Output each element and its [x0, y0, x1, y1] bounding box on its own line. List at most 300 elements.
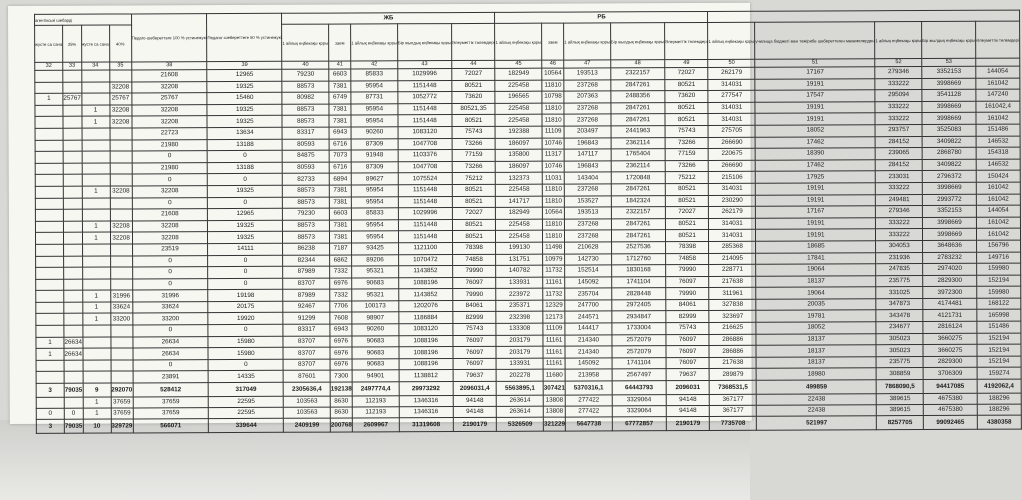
table-cell: 4675380	[923, 393, 977, 404]
table-cell: 2096031,4	[453, 381, 497, 395]
table-cell	[111, 348, 133, 360]
table-cell: 1151448	[398, 185, 452, 197]
table-cell: 3	[36, 419, 64, 433]
table-cell: 213958	[565, 369, 612, 381]
zhb-col-header: 1 айлық еңбекақы қоры	[282, 24, 329, 61]
table-cell: 33200	[110, 313, 132, 325]
table-cell	[110, 244, 132, 256]
table-cell: 6976	[330, 336, 352, 348]
table-cell: 3972300	[923, 287, 977, 299]
table-cell	[63, 128, 82, 140]
table-cell: 32208	[131, 104, 207, 116]
table-cell: 95954	[351, 80, 398, 92]
table-cell: 7073	[329, 150, 351, 162]
table-cell: 156796	[977, 240, 1021, 252]
table-cell: 2868780	[922, 147, 976, 159]
table-cell: 15980	[208, 348, 283, 360]
table-cell: 217638	[710, 357, 757, 369]
table-cell: 149716	[977, 252, 1021, 264]
table-cell: 1047708	[398, 161, 452, 173]
table-cell: 20035	[756, 299, 876, 311]
table-cell: 188296	[977, 393, 1021, 404]
table-cell: 103563	[284, 396, 331, 407]
table-cell: 3660275	[923, 345, 977, 357]
table-cell: 7735708	[710, 416, 757, 430]
table-cell: 6976	[330, 347, 352, 359]
table-cell: 2934847	[612, 311, 666, 323]
table-cell: 80521,35	[452, 103, 496, 115]
table-cell: 7706	[330, 301, 352, 313]
table-cell: 203179	[496, 346, 543, 358]
table-cell: 11161	[543, 277, 565, 289]
table-cell: 275705	[709, 125, 756, 137]
table-cell: 22723	[132, 128, 208, 140]
table-cell: 83707	[283, 347, 330, 359]
table-cell: 26634	[133, 348, 209, 360]
table-cell: 11810	[542, 114, 564, 126]
table-cell: 94148	[666, 394, 710, 405]
table-cell: 140782	[496, 265, 543, 277]
table-cell: 1070472	[398, 254, 452, 266]
table-cell: 80521	[665, 114, 709, 126]
table-cell: 67772857	[612, 417, 666, 431]
zhb-col-header: Әлеуметтік төлемдері	[451, 23, 495, 60]
table-cell: 2847261	[611, 79, 665, 91]
table-cell: 7381	[329, 104, 351, 116]
table-cell: 32208	[109, 105, 131, 117]
table-cell	[63, 163, 82, 175]
table-cell: 2190179	[453, 417, 497, 431]
table-body	[35, 66, 1021, 433]
table-cell	[83, 360, 111, 372]
table-cell: 216625	[709, 322, 756, 334]
table-cell: 286886	[709, 334, 756, 346]
table-cell: 237268	[564, 114, 611, 126]
table-cell: 133308	[496, 323, 543, 335]
table-cell: 80521	[452, 80, 496, 92]
table-cell	[82, 128, 110, 140]
table-cell: 12329	[543, 300, 565, 312]
table-cell: 9	[83, 383, 111, 397]
table-cell: 2993772	[922, 194, 976, 206]
table-cell: 11680	[543, 370, 565, 382]
table-cell: 314031	[709, 230, 756, 242]
table-cell: 10	[83, 419, 111, 433]
table-cell: 80521	[665, 230, 709, 242]
table-cell: 333222	[875, 78, 922, 90]
table-cell: 19064	[756, 264, 876, 276]
table-cell: 1047708	[398, 138, 452, 150]
table-cell	[64, 290, 83, 302]
table-cell: 215106	[709, 172, 756, 184]
column-number: 48	[611, 60, 665, 68]
table-cell: 3998669	[922, 113, 976, 125]
table-cell: 32208	[131, 81, 207, 93]
table-cell	[63, 198, 82, 210]
table-cell: 19325	[207, 116, 282, 128]
table-cell: 3998669	[922, 182, 976, 194]
table-cell: 22438	[756, 394, 876, 406]
table-cell: 80521	[452, 184, 496, 196]
table-cell	[110, 209, 132, 221]
table-cell: 214095	[709, 253, 756, 265]
col-39-header: Педагог-шебереттеге 50 % устинежукі	[207, 13, 282, 61]
table-cell: 284152	[876, 159, 923, 171]
allowance-group-header: агентікські шебарді	[35, 14, 132, 25]
table-cell: 80593	[283, 162, 330, 174]
left-col-header: 35%	[63, 25, 82, 62]
table-cell: 225458	[495, 103, 542, 115]
table-cell: 566071	[133, 419, 209, 433]
table-cell: 95954	[351, 104, 398, 116]
table-cell	[111, 360, 133, 372]
table-cell: 22595	[209, 407, 284, 418]
table-cell: 0	[132, 278, 208, 290]
table-cell: 79035	[64, 419, 83, 433]
table-cell	[36, 325, 64, 337]
table-cell: 73266	[452, 138, 496, 150]
table-cell: 0	[132, 197, 208, 209]
table-cell: 277422	[565, 395, 612, 406]
table-cell	[82, 151, 110, 163]
table-cell: 83317	[283, 324, 330, 336]
table-cell: 82733	[283, 173, 330, 185]
table-cell: 7332	[330, 289, 352, 301]
table-cell: 85833	[351, 208, 398, 220]
table-cell: 19781	[756, 310, 876, 322]
table-cell: 331025	[876, 287, 923, 299]
table-cell: 159980	[977, 286, 1021, 298]
table-cell	[81, 93, 109, 105]
column-number: 51	[755, 59, 875, 68]
table-cell: 92467	[283, 301, 330, 313]
table-cell: 230290	[709, 195, 756, 207]
table-cell: 1	[82, 302, 110, 314]
table-cell: 17925	[755, 171, 875, 183]
table-cell: 237268	[565, 219, 612, 231]
right-col-header: 1 айлық еңбекақы қоры	[875, 22, 922, 59]
table-cell: 88573	[283, 231, 330, 243]
table-cell: 87601	[283, 371, 330, 383]
table-cell: 304053	[876, 240, 923, 252]
table-cell: 1720848	[611, 172, 665, 184]
table-cell	[82, 140, 110, 152]
table-cell: 305023	[876, 333, 923, 345]
table-cell: 237268	[564, 103, 611, 115]
table-cell: 11732	[543, 288, 565, 300]
table-cell	[63, 105, 82, 117]
table-cell: 141717	[496, 196, 543, 208]
table-cell: 262179	[709, 206, 756, 218]
table-cell	[63, 140, 82, 152]
table-cell: 329729	[111, 419, 133, 433]
table-cell: 161042,4	[976, 101, 1020, 113]
table-cell: 11109	[543, 323, 565, 335]
table-cell: 72027	[665, 67, 709, 79]
table-cell: 1103376	[398, 150, 452, 162]
table-cell: 21608	[132, 209, 208, 221]
table-cell: 1712760	[611, 253, 665, 265]
table-cell: 37659	[133, 408, 209, 419]
table-cell: 32208	[132, 220, 208, 232]
table-cell	[63, 175, 82, 187]
table-cell: 112193	[352, 407, 399, 418]
table-cell: 19191	[755, 113, 875, 125]
table-cell: 32208	[132, 186, 208, 198]
table-cell: 193513	[564, 68, 611, 80]
table-cell	[111, 371, 133, 383]
table-cell: 182949	[495, 68, 542, 80]
table-cell: 84875	[282, 150, 329, 162]
table-cell: 2847261	[611, 114, 665, 126]
table-cell: 2190179	[666, 416, 710, 430]
table-cell: 1	[82, 290, 110, 302]
table-cell: 80593	[282, 139, 329, 151]
table-cell: 2974020	[923, 263, 977, 275]
column-number: 32	[35, 62, 63, 70]
table-cell: 78398	[452, 242, 496, 254]
rb-col-header: заем	[542, 23, 564, 60]
table-cell: 133931	[496, 358, 543, 370]
table-cell	[110, 151, 132, 163]
table-cell: 88573	[283, 197, 330, 209]
table-cell: 95954	[352, 231, 399, 243]
column-number: 41	[329, 61, 351, 69]
table-cell: 2567497	[612, 369, 666, 381]
table-cell: 18137	[756, 357, 876, 369]
table-cell: 4380358	[977, 415, 1021, 429]
table-cell: 7187	[330, 243, 352, 255]
column-number: 38	[131, 62, 207, 70]
table-cell: 15460	[207, 92, 282, 104]
table-cell: 3648636	[923, 240, 977, 252]
table-cell: 77159	[452, 150, 496, 162]
table-cell: 95954	[352, 220, 399, 232]
table-cell: 89206	[352, 254, 399, 266]
table-cell: 1	[82, 232, 110, 244]
table-cell: 1202076	[399, 300, 453, 312]
table-cell: 235371	[496, 300, 543, 312]
table-cell: 29973292	[399, 382, 453, 396]
table-cell: 6862	[330, 255, 352, 267]
table-cell: 17547	[755, 90, 875, 102]
table-cell	[35, 221, 63, 233]
table-cell	[36, 372, 64, 384]
table-cell: 10979	[543, 254, 565, 266]
table-cell	[82, 244, 110, 256]
table-cell: 7300	[330, 370, 352, 382]
left-col-header: жусте са сана	[81, 25, 109, 62]
table-cell: 32208	[132, 232, 208, 244]
table-cell: 192138	[330, 382, 352, 396]
table-cell: 225458	[496, 219, 543, 231]
table-cell: 11810	[542, 103, 564, 115]
table-cell: 32208	[109, 82, 131, 94]
table-cell: 2322157	[611, 68, 665, 80]
table-cell: 32208	[110, 186, 132, 198]
table-cell: 321229	[543, 417, 565, 431]
table-cell	[82, 337, 110, 349]
table-cell: 237268	[565, 230, 612, 242]
table-cell: 1151448	[398, 231, 452, 243]
table-cell: 159980	[977, 263, 1021, 275]
table-cell	[64, 397, 83, 408]
table-cell: 88573	[282, 115, 329, 127]
table-cell: 21980	[132, 139, 208, 151]
table-cell: 19191	[756, 217, 876, 229]
col-38-header: Педаго-шебереттеге 100 % устинежукі	[131, 14, 207, 62]
table-cell	[35, 82, 63, 94]
table-cell: 228771	[709, 264, 756, 276]
table-cell: 2096031	[666, 380, 710, 394]
table-cell: 289879	[710, 369, 757, 381]
table-cell: 17167	[756, 206, 876, 218]
table-cell: 5563895,1	[497, 381, 544, 395]
table-cell: 14335	[208, 371, 283, 383]
table-cell: 19191	[755, 78, 875, 90]
left-col-header: жусте са сана	[35, 25, 63, 62]
table-cell: 84061	[666, 299, 710, 311]
table-cell: 192388	[495, 126, 542, 138]
table-cell: 73620	[665, 91, 709, 103]
table-cell: 82999	[666, 311, 710, 323]
table-cell: 2847261	[611, 184, 665, 196]
table-cell: 323697	[709, 311, 756, 323]
table-cell: 80521	[452, 115, 496, 127]
table-cell: 99092465	[923, 415, 977, 429]
table-cell: 90683	[352, 277, 399, 289]
table-cell: 4675380	[923, 404, 977, 415]
table-cell: 314031	[709, 183, 756, 195]
table-cell	[82, 174, 110, 186]
column-number: 47	[564, 60, 611, 68]
column-number: 45	[495, 60, 542, 68]
table-cell	[36, 302, 64, 314]
table-cell	[110, 140, 132, 152]
table-cell: 135800	[496, 149, 543, 161]
table-cell: 78398	[665, 241, 709, 253]
table-cell: 333222	[875, 113, 922, 125]
table-cell: 2362114	[611, 137, 665, 149]
table-cell: 19191	[756, 194, 876, 206]
table-cell: 150424	[976, 170, 1020, 182]
right-col-header: Бір жылдық еңбекақы қоры	[922, 21, 976, 58]
table-cell: 284152	[875, 136, 922, 148]
table-cell: 100173	[352, 301, 399, 313]
table-cell: 200768	[330, 418, 352, 432]
table-cell: 95321	[352, 266, 399, 278]
table-cell: 314031	[708, 114, 755, 126]
table-cell: 0	[36, 408, 64, 419]
table-cell	[35, 198, 63, 210]
table-cell: 367177	[710, 405, 757, 416]
table-cell: 3	[36, 383, 64, 397]
table-cell: 1088196	[399, 335, 453, 347]
table-cell: 161042	[976, 112, 1020, 124]
table-cell: 1	[36, 337, 64, 349]
table-cell: 10564	[543, 207, 565, 219]
payroll-table	[34, 10, 1022, 434]
table-cell	[36, 267, 64, 279]
table-cell: 23519	[132, 244, 208, 256]
table-cell	[63, 70, 82, 82]
rb-col-header: 1 айлық еңбекақы қоры	[495, 23, 542, 60]
table-cell: 1842324	[611, 195, 665, 207]
column-number: 43	[398, 61, 452, 69]
table-cell: 73266	[665, 137, 709, 149]
zhb-col-header: 1 айлық еңбекақы қоры	[351, 24, 398, 61]
table-cell: 85833	[351, 69, 398, 81]
zhb-group-header: ЖБ	[282, 12, 495, 24]
table-cell: 343478	[876, 310, 923, 322]
table-cell: 1733004	[612, 323, 666, 335]
table-cell: 0	[132, 174, 208, 186]
table-cell: 76097	[453, 358, 497, 370]
table-cell: 89627	[351, 173, 398, 185]
table-cell: 12173	[543, 312, 565, 324]
table-cell: 1088196	[399, 358, 453, 370]
column-number: 50	[708, 59, 755, 67]
table-cell	[36, 279, 64, 291]
table-cell: 79990	[665, 265, 709, 277]
table-cell: 196565	[495, 91, 542, 103]
table-cell: 0	[208, 174, 283, 186]
table-cell: 75743	[665, 125, 709, 137]
table-cell: 79990	[452, 265, 496, 277]
table-cell: 80521	[665, 218, 709, 230]
table-cell: 1075524	[398, 173, 452, 185]
table-cell: 214340	[565, 335, 612, 347]
table-cell: 25767	[63, 93, 82, 105]
table-cell: 277422	[565, 406, 612, 417]
table-cell: 79230	[282, 69, 329, 81]
table-cell: 1151448	[398, 80, 452, 92]
table-cell: 2828448	[612, 288, 666, 300]
table-cell: 144054	[976, 205, 1020, 217]
column-number: 40	[282, 61, 329, 69]
table-cell: 31996	[132, 290, 208, 302]
table-cell: 11161	[543, 346, 565, 358]
table-cell: 147240	[976, 89, 1020, 101]
table-cell: 76097	[453, 335, 497, 347]
table-cell: 6976	[330, 278, 352, 290]
table-cell: 277547	[708, 90, 755, 102]
table-cell: 75743	[453, 323, 497, 335]
table-cell: 1143852	[399, 289, 453, 301]
table-cell: 7332	[330, 266, 352, 278]
table-cell: 1083120	[398, 127, 452, 139]
table-cell: 237268	[564, 79, 611, 91]
table-cell: 235775	[876, 356, 923, 368]
table-cell: 94417085	[923, 379, 977, 393]
table-cell: 80521	[452, 196, 496, 208]
table-cell: 232398	[496, 312, 543, 324]
table-cell: 2609967	[352, 418, 399, 432]
table-cell: 13808	[543, 406, 565, 417]
table-cell: 31319608	[399, 418, 453, 432]
table-cell: 32208	[132, 116, 208, 128]
document-page	[8, 3, 1019, 430]
total-row	[36, 415, 1021, 433]
table-cell: 1121100	[398, 242, 452, 254]
table-cell: 94901	[352, 370, 399, 382]
table-cell	[64, 279, 83, 291]
table-cell: 3525083	[922, 124, 976, 136]
table-cell: 1083120	[399, 324, 453, 336]
table-cell: 3998669	[923, 217, 977, 229]
table-cell: 0	[208, 255, 283, 267]
table-cell: 25767	[109, 93, 131, 105]
